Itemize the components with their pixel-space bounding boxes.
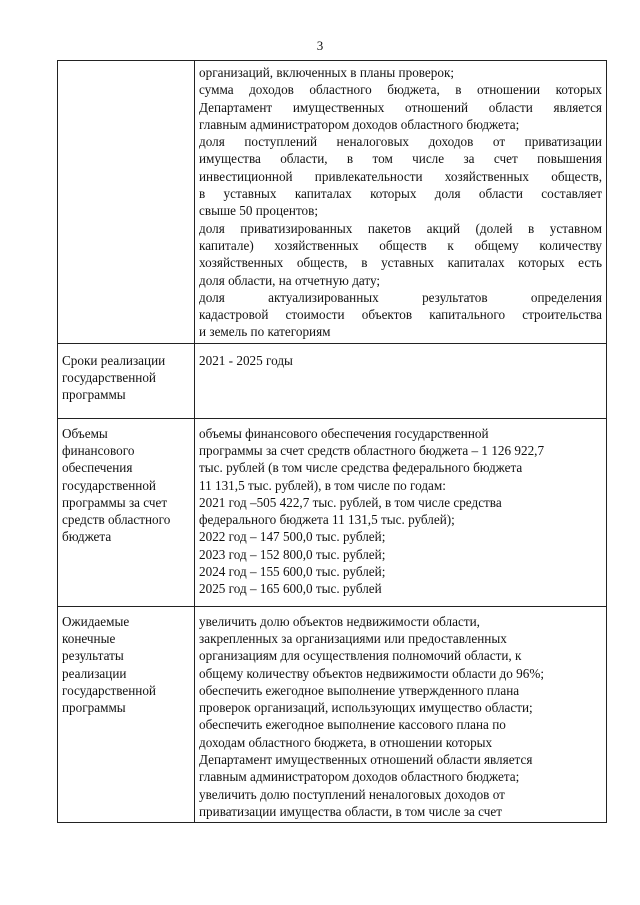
row-content-line: увеличить долю объектов недвижимости области, [199, 613, 480, 629]
row-content-line: 2021 год –505 422,7 тыс. рублей, в том числе средства [199, 494, 502, 510]
row-content-line: общему количеству объектов недвижимости области до 96%; [199, 665, 544, 681]
row-content-cell [195, 606, 607, 823]
page-number: 3 [316, 38, 324, 53]
row-label-line: реализации [62, 665, 127, 681]
row-content-line: свыше 50 процентов; [199, 203, 319, 219]
program-passport-table [57, 60, 607, 823]
row-content-line: организациям для осуществления полномочий области, к [199, 648, 522, 664]
row-content-line: доля области, на отчетную дату; [199, 272, 381, 288]
row-label-line: бюджета [62, 529, 112, 545]
row-content-line: приватизации имущества области, в том числе за счет [199, 803, 503, 819]
table-row [58, 61, 607, 344]
row-content-line: доходам областного бюджета, в отношении которых [199, 734, 493, 750]
row-content-line: тыс. рублей (в том числе средства федерального бюджета [199, 460, 523, 476]
row-label-line: государственной [62, 682, 156, 698]
row-label-cell [58, 343, 195, 418]
row-content-line: 2025 год – 165 600,0 тыс. рублей [199, 581, 382, 597]
row-content-line: 2022 год – 147 500,0 тыс. рублей; [199, 529, 386, 545]
row-content-line: организаций, включенных в планы проверок; [199, 65, 455, 80]
row-content-line: доля актуализированных результатов определения [199, 289, 602, 305]
row-content-line: в уставных капиталах которых доля области составляет [199, 186, 602, 202]
row-content-line: закрепленных за организациями или предоставленных [199, 630, 507, 646]
row-label-cell [58, 61, 195, 344]
row-label-cell [58, 418, 195, 606]
row-content-line: и земель по категориям [199, 324, 331, 340]
row-label-line: результаты [62, 648, 124, 664]
row-label-line: государственной [62, 370, 156, 386]
row-content-line: имущества области, в том числе за счет повышения [199, 151, 602, 167]
row-label-line: обеспечения [62, 460, 133, 476]
row-content-line: кадастровой стоимости объектов капитального строительства [199, 307, 602, 323]
row-content-cell [195, 343, 607, 418]
row-content-line: обеспечить ежегодное выполнение кассового плана по [199, 717, 506, 733]
table-row [58, 343, 607, 418]
row-label-line: государственной [62, 477, 156, 493]
row-label-cell [58, 606, 195, 823]
row-content-line: сумма доходов областного бюджета, в отношении которых [199, 82, 602, 98]
row-content-line: 2024 год – 155 600,0 тыс. рублей; [199, 564, 386, 580]
row-label-line: финансового [62, 442, 135, 458]
row-label-line: конечные [62, 630, 116, 646]
row-content-line: капитале) хозяйственных обществ к общему количеству [199, 237, 602, 253]
row-content-cell [195, 61, 607, 344]
row-content-line: инвестиционной привлекательности хозяйственных обществ, [199, 168, 602, 184]
row-content-line: объемы финансового обеспечения государственной [199, 425, 489, 441]
row-content-line: 11 131,5 тыс. рублей), в том числе по годам: [199, 477, 446, 493]
table-row [58, 606, 607, 823]
row-label-line: программы за счет [62, 494, 168, 510]
row-content-line: 2023 год – 152 800,0 тыс. рублей; [199, 546, 386, 562]
row-content-line: доля поступлений неналоговых доходов от приватизации [199, 134, 602, 150]
row-content-line: главным администратором доходов областного бюджета; [199, 116, 520, 132]
row-label-line: программы [62, 700, 126, 716]
row-label-line: Сроки реализации [62, 352, 166, 368]
row-content-line: главным администратором доходов областного бюджета; [199, 769, 520, 785]
row-content-line: программы за счет средств областного бюджета – 1 126 922,7 [199, 442, 545, 458]
row-content-line: увеличить долю поступлений неналоговых доходов от [199, 786, 505, 802]
row-label-line: Объемы [62, 425, 108, 441]
row-label-line: программы [62, 387, 126, 403]
table-row [58, 418, 607, 606]
row-label-line: Ожидаемые [62, 613, 130, 629]
row-content-line: Департамент имущественных отношений области является [199, 99, 602, 115]
row-label-line: средств областного [62, 512, 171, 528]
row-content-line: федерального бюджета 11 131,5 тыс. рублей); [199, 512, 455, 528]
row-content-cell [195, 418, 607, 606]
row-content-line: доля приватизированных пакетов акций (долей в уставном [199, 220, 602, 236]
row-content-line: хозяйственных обществ, в уставных капиталах которых есть [199, 255, 602, 271]
row-content-line: Департамент имущественных отношений области является [199, 751, 533, 767]
row-content-line: обеспечить ежегодное выполнение утвержденного плана [199, 682, 520, 698]
row-content-line: 2021 - 2025 годы [199, 352, 293, 368]
row-content-line: проверок организаций, использующих имущество области; [199, 700, 533, 716]
